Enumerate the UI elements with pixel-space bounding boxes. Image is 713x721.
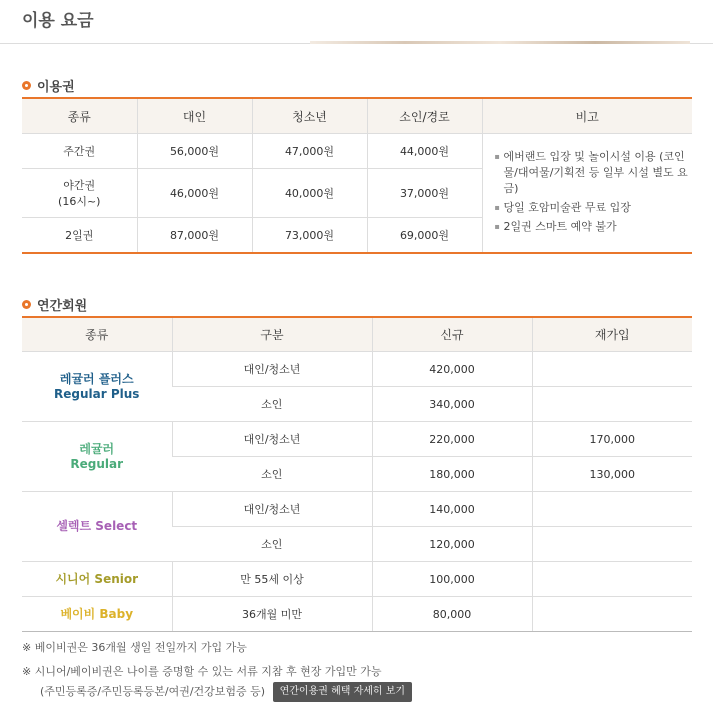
ticket-table-header bbox=[22, 98, 692, 134]
ticket-type: 주간권 bbox=[22, 134, 137, 169]
price-youth: 47,000원 bbox=[252, 134, 367, 169]
note-item: ▪ 에버랜드 입장 및 놀이시설 이용 (코인물/대여물/기획전 등 일부 시설 별도 요금) bbox=[495, 149, 693, 197]
ticket-type-sub: (16시~) bbox=[58, 195, 101, 208]
table-row bbox=[22, 422, 692, 457]
page-title: 이용 요금 bbox=[22, 11, 94, 31]
ticket-section-title: 이용권 bbox=[37, 80, 75, 95]
header-plan: 종류 bbox=[22, 317, 172, 352]
plan-name: 레귤러 bbox=[79, 441, 115, 456]
price-rejoin bbox=[532, 352, 692, 387]
price-rejoin: 130,000 bbox=[532, 457, 692, 492]
orange-bullet-icon bbox=[22, 300, 31, 309]
price-rejoin bbox=[532, 597, 692, 632]
price-rejoin bbox=[532, 562, 692, 597]
plan-regular-plus bbox=[22, 352, 172, 422]
ticket-section-heading bbox=[22, 76, 75, 95]
table-row bbox=[22, 352, 692, 387]
member-category: 만 55세 이상 bbox=[172, 562, 372, 597]
membership-benefits-button[interactable]: 연간이용권 혜택 자세히 보기 bbox=[273, 682, 412, 702]
price-new: 80,000 bbox=[372, 597, 532, 632]
plan-name: 레귤러 플러스 bbox=[59, 371, 134, 386]
price-new: 220,000 bbox=[372, 422, 532, 457]
price-new: 180,000 bbox=[372, 457, 532, 492]
header-child: 소인/경로 bbox=[367, 98, 482, 134]
member-category: 소인 bbox=[172, 457, 372, 492]
price-child: 69,000원 bbox=[367, 218, 482, 254]
title-decoration bbox=[310, 41, 690, 44]
footnote-senior-baby: ※ 시니어/베이비권은 나이를 증명할 수 있는 서류 지참 후 현장 가입만 가능 bbox=[22, 665, 382, 678]
price-new: 140,000 bbox=[372, 492, 532, 527]
price-adult: 46,000원 bbox=[137, 169, 252, 218]
header-category: 구분 bbox=[172, 317, 372, 352]
price-rejoin bbox=[532, 387, 692, 422]
plan-name-en: Regular bbox=[70, 456, 124, 471]
plan-select: 셀렉트 Select bbox=[22, 492, 172, 562]
ticket-type-name: 야간권 bbox=[63, 179, 96, 192]
price-rejoin: 170,000 bbox=[532, 422, 692, 457]
header-new: 신규 bbox=[372, 317, 532, 352]
table-row bbox=[22, 492, 692, 527]
ticket-notes bbox=[482, 134, 692, 254]
price-new: 120,000 bbox=[372, 527, 532, 562]
plan-regular bbox=[22, 422, 172, 492]
membership-price-table bbox=[22, 316, 692, 632]
note-item: ▪ 당일 호암미술관 무료 입장 bbox=[495, 200, 693, 216]
plan-name-en: Regular Plus bbox=[54, 386, 140, 401]
ticket-type: 2일권 bbox=[22, 218, 137, 254]
member-category: 대인/청소년 bbox=[172, 422, 372, 457]
table-row bbox=[22, 597, 692, 632]
price-adult: 87,000원 bbox=[137, 218, 252, 254]
header-rejoin: 재가입 bbox=[532, 317, 692, 352]
footnote-documents-text: (주민등록증/주민등록등본/여권/건강보험증 등) bbox=[40, 685, 266, 698]
member-category: 소인 bbox=[172, 527, 372, 562]
price-new: 420,000 bbox=[372, 352, 532, 387]
membership-section-title: 연간회원 bbox=[37, 299, 88, 314]
price-child: 37,000원 bbox=[367, 169, 482, 218]
member-category: 소인 bbox=[172, 387, 372, 422]
price-rejoin bbox=[532, 492, 692, 527]
price-adult: 56,000원 bbox=[137, 134, 252, 169]
header-adult: 대인 bbox=[137, 98, 252, 134]
price-youth: 40,000원 bbox=[252, 169, 367, 218]
price-new: 340,000 bbox=[372, 387, 532, 422]
price-child: 44,000원 bbox=[367, 134, 482, 169]
footnote-baby: ※ 베이비권은 36개월 생일 전일까지 가입 가능 bbox=[22, 641, 247, 654]
note-item: ▪ 2일권 스마트 예약 불가 bbox=[495, 219, 693, 235]
ticket-price-table bbox=[22, 97, 692, 254]
membership-section-heading bbox=[22, 295, 87, 314]
price-rejoin bbox=[532, 527, 692, 562]
plan-senior: 시니어 Senior bbox=[22, 562, 172, 597]
price-youth: 73,000원 bbox=[252, 218, 367, 254]
member-category: 36개월 미만 bbox=[172, 597, 372, 632]
plan-baby: 베이비 Baby bbox=[22, 597, 172, 632]
table-row bbox=[22, 134, 692, 169]
header-youth: 청소년 bbox=[252, 98, 367, 134]
member-category: 대인/청소년 bbox=[172, 352, 372, 387]
footnote-documents bbox=[40, 682, 412, 702]
ticket-type bbox=[22, 169, 137, 218]
price-new: 100,000 bbox=[372, 562, 532, 597]
membership-table-header bbox=[22, 317, 692, 352]
member-category: 대인/청소년 bbox=[172, 492, 372, 527]
header-notes: 비고 bbox=[482, 98, 692, 134]
orange-bullet-icon bbox=[22, 81, 31, 90]
header-type: 종류 bbox=[22, 98, 137, 134]
table-row bbox=[22, 562, 692, 597]
